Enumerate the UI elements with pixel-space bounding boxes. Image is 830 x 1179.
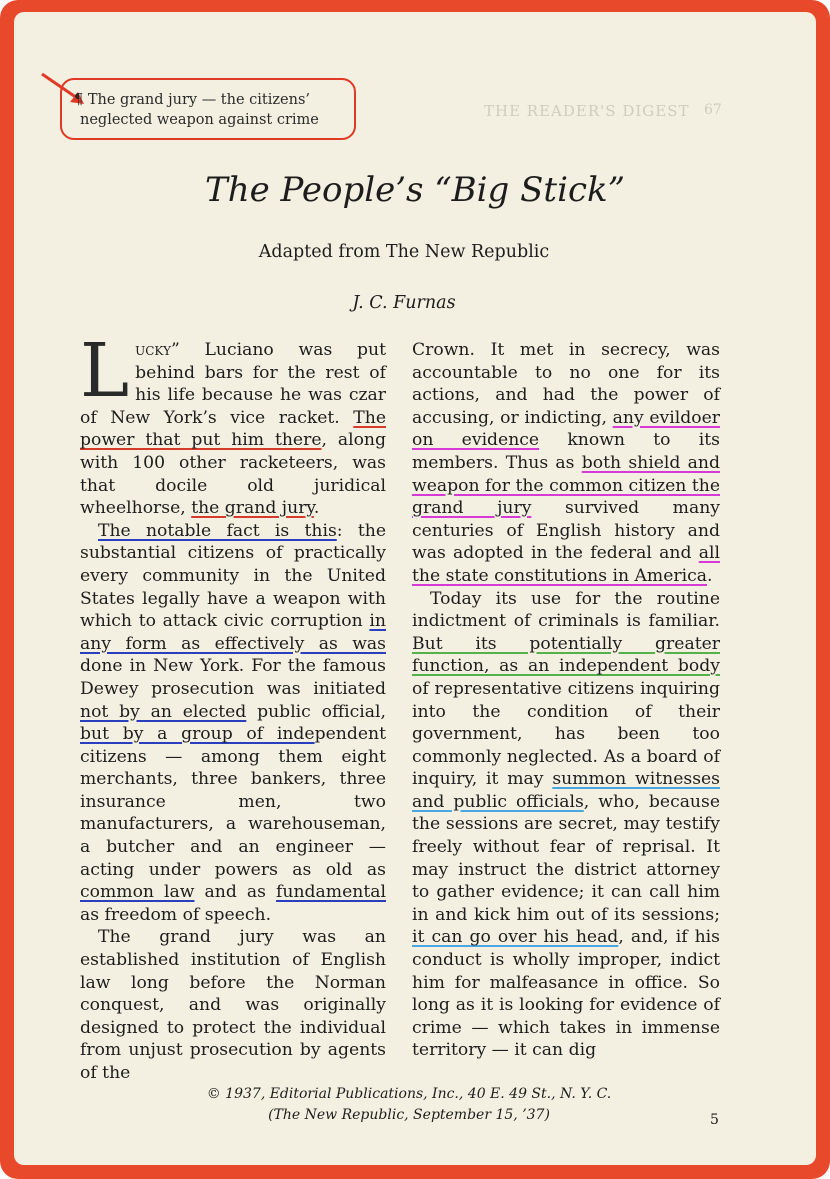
- pilcrow-icon: ¶: [74, 92, 84, 108]
- underlined-phrase: function, as an independent body: [412, 656, 720, 677]
- article-teaser: [74, 90, 359, 130]
- underlined-phrase: the grand jury: [191, 498, 314, 519]
- underlined-phrase: in any form as effectively as was: [80, 611, 386, 654]
- copyright-notice: © 1937, Editorial Publications, Inc., 40 E. 49 St., N. Y. C.: [206, 1086, 612, 1102]
- underlined-phrase: fundamental: [276, 882, 386, 903]
- article-author: J. C. Furnas: [352, 293, 456, 313]
- underlined-phrase: but by a group of inde: [80, 724, 315, 745]
- underlined-phrase: summon witnesses and public officials: [412, 769, 721, 812]
- bleed-through-page-number: 67: [704, 102, 722, 118]
- paragraph: Crown. It met in secrecy, was accountable to no one for its actions, and had the power of accusing, or indicting, any evildoer on evidence known to its members. Thus as both shield and weapon for the common citizen the grand jury survived many centuries of English history and was adopted in the federal and all the state constitutions in America.: [412, 340, 720, 586]
- underlined-phrase: But its potentially greater: [412, 633, 720, 654]
- underlined-phrase: The power that put him there: [80, 407, 386, 451]
- underlined-phrase: any evildoer on evidence: [412, 407, 720, 451]
- drop-cap: L: [80, 328, 130, 414]
- underlined-phrase: it can go over his head: [412, 927, 619, 948]
- paragraph: Today its use for the routine indictment of criminals is familiar. But its potentially greater function, as an independent body of representative citizens inquiring into the condition of their government, has been too commonly neglected. As a board of inquiry, it may summon witnesses and public officials, who, because the sessions are secret, may testify freely without fear of reprisal. It may instruct the district attorney to gather evidence; it can call him in and kick him out of its sessions; it can go over his head, and, if his conduct is wholly improper, indict him for malfeasance in office. So long as it is looking for evidence of crime — which takes in immense territory — it can dig: [412, 588, 721, 1061]
- article-source-line: Adapted from The New Republic: [258, 242, 550, 262]
- underlined-phrase: The notable fact is this: [98, 520, 337, 541]
- source-citation: (The New Republic, September 15, ’37): [268, 1107, 550, 1123]
- paragraph: Lucky” Luciano was put behind bars for the rest of his life because he was czar of New York’s vice racket. The power that put him there, along with 100 other racketeers, was that docile old juridical wheelhorse, the grand jury.: [80, 328, 387, 519]
- right-column: [412, 339, 720, 1062]
- page-number: 5: [710, 1112, 719, 1128]
- teaser-line-1: The grand jury — the citizens’: [87, 92, 310, 108]
- magazine-page: [14, 12, 816, 1165]
- paragraph: The notable fact is this: the substantial citizens of practically every community in the United States legally have a weapon with which to attack civic corruption in any form as effectively as was done in New York. For the famous Dewey prosecution was initiated not by an elected public official, but by a group of independent citizens — among them eight merchants, three bankers, three insurance men, two manufacturers, a warehouseman, a butcher and an engineer — acting under powers as old as common law and as fundamental as freedom of speech.: [80, 520, 386, 925]
- underlined-phrase: both shield and weapon for the common citizen the grand jury: [412, 452, 720, 519]
- bleed-through-header: THE READER'S DIGEST: [484, 102, 690, 120]
- article-title: The People’s “Big Stick”: [205, 170, 625, 210]
- paragraph: The grand jury was an established institution of English law long before the Norman conquest, and was originally designed to protect the individual from unjust prosecution by agents of the: [80, 927, 386, 1083]
- left-column: [80, 328, 387, 1085]
- teaser-line-2: neglected weapon against crime: [80, 112, 319, 128]
- underlined-phrase: all the state constitutions in America: [412, 543, 720, 586]
- underlined-phrase: common law: [80, 882, 195, 903]
- underlined-phrase: not by an elected: [80, 701, 247, 722]
